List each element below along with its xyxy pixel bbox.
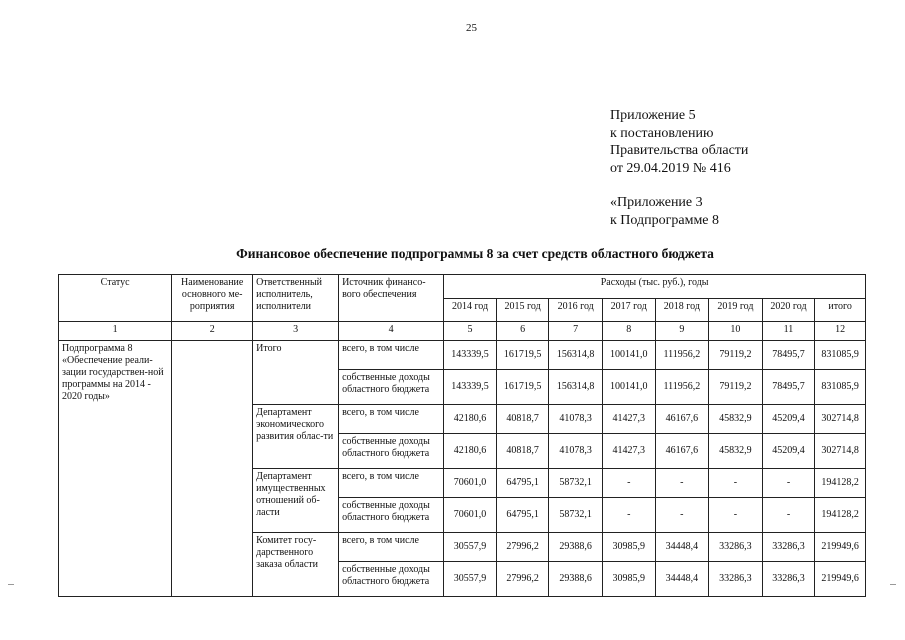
amount-cell: 194128,2	[815, 498, 866, 533]
amount-cell: 219949,6	[815, 533, 866, 562]
amount-cell: -	[709, 498, 763, 533]
amount-cell: 79119,2	[709, 370, 763, 405]
scan-margin-mark	[8, 584, 14, 585]
amount-cell: 30985,9	[602, 562, 655, 597]
amount-cell: 40818,7	[496, 434, 549, 469]
amount-cell: -	[655, 498, 709, 533]
source-cell: всего, в том числе	[339, 533, 444, 562]
status-cell: Подпрограмма 8 «Обеспечение реали-зации государствен-ной программы на 2014 - 2020 годы»	[59, 341, 172, 597]
appendix-line: к постановлению	[610, 125, 714, 141]
amount-cell: 41078,3	[549, 405, 603, 434]
amount-cell: 46167,6	[655, 405, 709, 434]
measure-cell	[172, 341, 253, 597]
financing-table	[58, 274, 866, 597]
amount-cell: 40818,7	[496, 405, 549, 434]
document-title: Финансовое обеспечение подпрограммы 8 за счет средств областного бюджета	[236, 246, 714, 261]
column-number: 6	[496, 322, 549, 341]
amount-cell: 41427,3	[602, 434, 655, 469]
source-cell: всего, в том числе	[339, 405, 444, 434]
column-number: 1	[59, 322, 172, 341]
amount-cell: 34448,4	[655, 562, 709, 597]
appendix-line: к Подпрограмме 8	[610, 212, 720, 228]
header-executor: Ответственный исполнитель, исполнители	[253, 275, 339, 322]
column-number: 11	[762, 322, 815, 341]
column-number: 9	[655, 322, 709, 341]
amount-cell: 34448,4	[655, 533, 709, 562]
executor-cell: Комитет госу-дарственного заказа области	[253, 533, 339, 597]
header-source: Источник финансо-вого обеспечения	[339, 275, 444, 322]
amount-cell: 33286,3	[762, 533, 815, 562]
executor-cell: Департамент имущественных отношений об-ласти	[253, 469, 339, 533]
column-number: 2	[172, 322, 253, 341]
amount-cell: 30985,9	[602, 533, 655, 562]
amount-cell: 46167,6	[655, 434, 709, 469]
amount-cell: 156314,8	[549, 370, 603, 405]
column-number: 3	[253, 322, 339, 341]
amount-cell: 64795,1	[496, 498, 549, 533]
source-cell: собственные доходы областного бюджета	[339, 434, 444, 469]
amount-cell: 29388,6	[549, 533, 603, 562]
amount-cell: 78495,7	[762, 370, 815, 405]
appendix-line: Приложение 5	[610, 108, 696, 123]
amount-cell: 79119,2	[709, 341, 763, 370]
amount-cell: 27996,2	[496, 533, 549, 562]
amount-cell: 302714,8	[815, 405, 866, 434]
header-year: итого	[815, 298, 866, 322]
amount-cell: -	[709, 469, 763, 498]
amount-cell: -	[655, 469, 709, 498]
amount-cell: 219949,6	[815, 562, 866, 597]
amount-cell: 831085,9	[815, 341, 866, 370]
amount-cell: 161719,5	[496, 341, 549, 370]
column-number: 5	[444, 322, 497, 341]
header-year: 2018 год	[655, 298, 709, 322]
amount-cell: 30557,9	[444, 533, 497, 562]
header-year: 2016 год	[549, 298, 603, 322]
header-status: Статус	[59, 275, 172, 322]
amount-cell: 161719,5	[496, 370, 549, 405]
amount-cell: 100141,0	[602, 341, 655, 370]
amount-cell: 41078,3	[549, 434, 603, 469]
amount-cell: -	[762, 469, 815, 498]
header-expenses: Расходы (тыс. руб.), годы	[444, 275, 866, 299]
amount-cell: 302714,8	[815, 434, 866, 469]
source-cell: всего, в том числе	[339, 341, 444, 370]
column-number: 12	[815, 322, 866, 341]
amount-cell: 33286,3	[709, 562, 763, 597]
amount-cell: 45209,4	[762, 405, 815, 434]
column-number: 8	[602, 322, 655, 341]
table-row	[59, 341, 866, 370]
source-cell: всего, в том числе	[339, 469, 444, 498]
executor-cell: Итого	[253, 341, 339, 405]
amount-cell: 45832,9	[709, 405, 763, 434]
page-number: 25	[466, 22, 477, 34]
amount-cell: 58732,1	[549, 498, 603, 533]
header-year: 2019 год	[709, 298, 763, 322]
source-cell: собственные доходы областного бюджета	[339, 562, 444, 597]
amount-cell: 143339,5	[444, 370, 497, 405]
amount-cell: 111956,2	[655, 341, 709, 370]
amount-cell: 194128,2	[815, 469, 866, 498]
amount-cell: 33286,3	[709, 533, 763, 562]
header-measure: Наименование основного ме-роприятия	[172, 275, 253, 322]
header-year: 2015 год	[496, 298, 549, 322]
amount-cell: 33286,3	[762, 562, 815, 597]
amount-cell: 30557,9	[444, 562, 497, 597]
appendix-line: Правительства области	[610, 143, 749, 158]
amount-cell: 143339,5	[444, 341, 497, 370]
header-year: 2014 год	[444, 298, 497, 322]
amount-cell: -	[762, 498, 815, 533]
amount-cell: 27996,2	[496, 562, 549, 597]
amount-cell: 42180,6	[444, 434, 497, 469]
amount-cell: 156314,8	[549, 341, 603, 370]
appendix-line: «Приложение 3	[610, 195, 703, 210]
amount-cell: 111956,2	[655, 370, 709, 405]
amount-cell: 45832,9	[709, 434, 763, 469]
scan-margin-mark	[890, 584, 896, 585]
amount-cell: 58732,1	[549, 469, 603, 498]
header-year: 2017 год	[602, 298, 655, 322]
amount-cell: 64795,1	[496, 469, 549, 498]
appendix-line: от 29.04.2019 № 416	[610, 160, 731, 176]
amount-cell: 45209,4	[762, 434, 815, 469]
amount-cell: 78495,7	[762, 341, 815, 370]
amount-cell: -	[602, 469, 655, 498]
amount-cell: 831085,9	[815, 370, 866, 405]
header-year: 2020 год	[762, 298, 815, 322]
source-cell: собственные доходы областного бюджета	[339, 498, 444, 533]
amount-cell: -	[602, 498, 655, 533]
amount-cell: 100141,0	[602, 370, 655, 405]
column-number: 10	[709, 322, 763, 341]
column-number: 4	[339, 322, 444, 341]
amount-cell: 29388,6	[549, 562, 603, 597]
source-cell: собственные доходы областного бюджета	[339, 370, 444, 405]
column-number: 7	[549, 322, 603, 341]
amount-cell: 70601,0	[444, 469, 497, 498]
appendix-note	[610, 107, 748, 229]
executor-cell: Департамент экономического развития облас-ти	[253, 405, 339, 469]
amount-cell: 41427,3	[602, 405, 655, 434]
amount-cell: 42180,6	[444, 405, 497, 434]
amount-cell: 70601,0	[444, 498, 497, 533]
